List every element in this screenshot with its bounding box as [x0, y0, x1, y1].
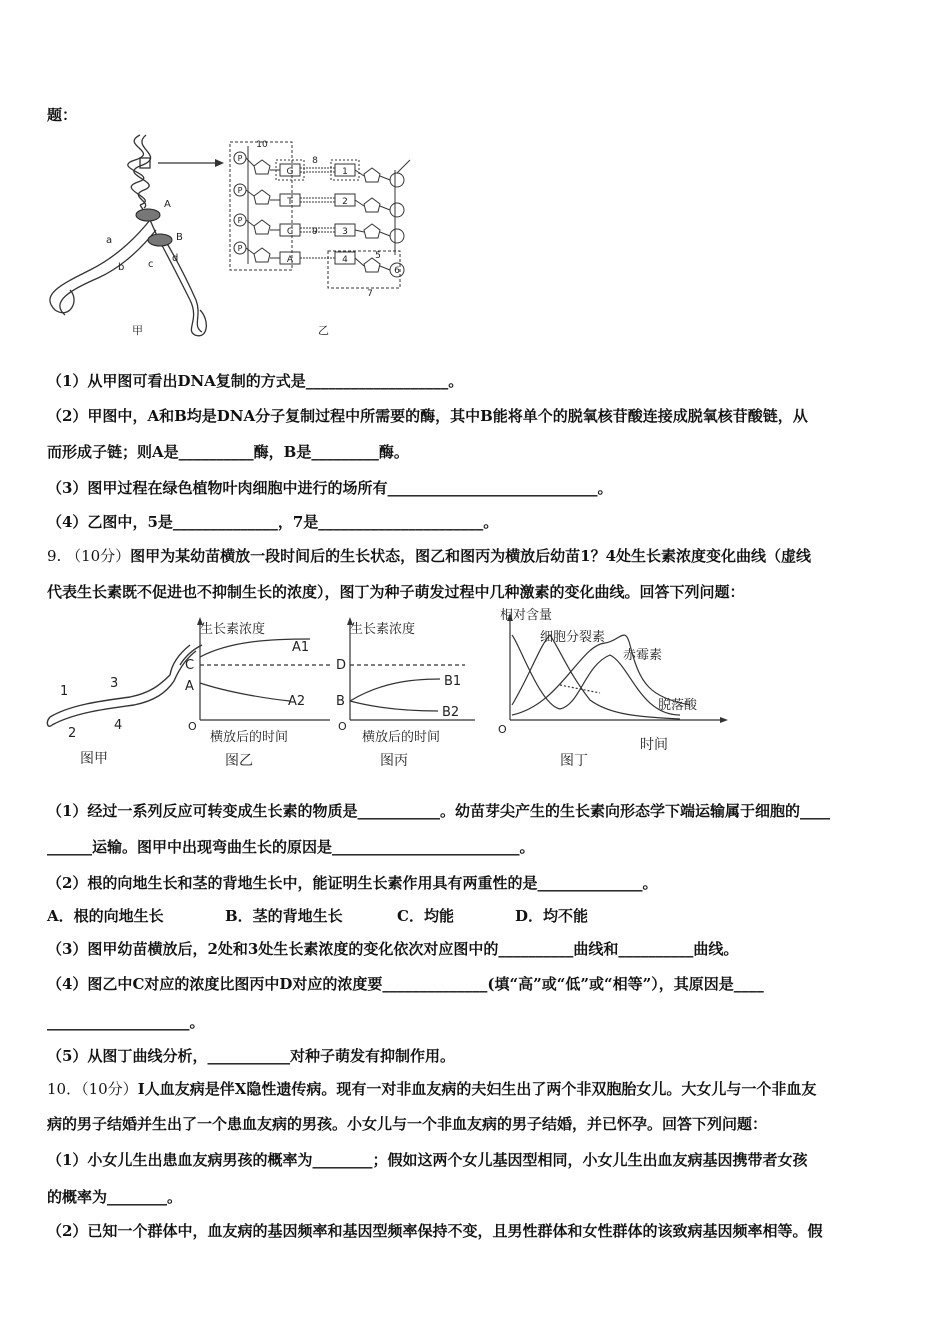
q9-part4a: （4）图乙中C对应的浓度比图丙中D对应的浓度要______________(填“高”或“低”或“相等”），其原因是____	[47, 975, 764, 993]
label-10: 10	[256, 140, 268, 150]
bing-origin: O	[338, 720, 347, 733]
caption-yi: 乙	[318, 324, 329, 337]
base-4: 4	[342, 255, 348, 265]
intro-text: 题：	[47, 106, 78, 124]
label-d: d	[172, 253, 179, 264]
bing-yaxis-label: 生长素浓度	[350, 622, 416, 637]
yi-label-A1: A1	[292, 640, 310, 655]
caption-tu-yi: 图乙	[225, 753, 253, 769]
label-9: 9	[312, 227, 318, 237]
base-G: G	[286, 167, 294, 177]
q10-part1a: （1）小女儿生出患血友病男孩的概率为________；假如这两个女儿基因型相同，小女儿生出血友病基因携带者女孩	[47, 1151, 808, 1169]
label-c: c	[148, 259, 154, 270]
q10-number: 10．（10分）	[47, 1080, 138, 1098]
q9-part3: （3）图甲幼苗横放后，2处和3处生长素浓度的变化依次对应图中的__________曲线和__________曲线。	[47, 940, 739, 958]
caption-tu-jia: 图甲	[80, 751, 108, 767]
q10-stem-text: Ⅰ人血友病是伴X隐性遗传病。现有一对非血友病的夫妇生出了两个非双胞胎女儿。大女儿与一个非血友	[137, 1080, 817, 1098]
bing-xaxis-label: 横放后的时间	[362, 730, 441, 745]
yi-label-A: A	[185, 679, 194, 694]
curve-gibberellin: 赤霉素	[623, 648, 663, 663]
caption-tu-ding: 图丁	[560, 753, 588, 769]
yi-yaxis-label: 生长素浓度	[200, 622, 266, 637]
yi-label-C: C	[185, 658, 195, 673]
base-1: 1	[342, 167, 348, 177]
phosphate-P: P	[237, 154, 243, 163]
base-A: A	[286, 255, 294, 265]
label-a: a	[106, 235, 113, 246]
q10-stem2: 病的男子结婚并生出了一个患血友病的男孩。小女儿与一个非血友病的男子结婚，并已怀孕。回答下列问题：	[47, 1115, 768, 1133]
ding-yaxis-label: 相对含量	[500, 608, 553, 623]
caption-tu-bing: 图丙	[380, 753, 408, 769]
q8-part2b: 而形成子链；则A是__________酶，B是_________酶。	[47, 443, 409, 461]
q10-part1b: 的概率为________。	[47, 1188, 183, 1206]
base-T: T	[287, 197, 293, 207]
option-D: D．均不能	[515, 907, 589, 925]
seedling-num-3: 3	[110, 676, 119, 691]
bing-label-D: D	[336, 658, 347, 673]
yi-origin: O	[188, 720, 197, 733]
phosphate-P: P	[237, 244, 243, 253]
q9-number: 9. （10分）	[47, 547, 131, 565]
bing-label-B: B	[336, 694, 345, 709]
seedling-num-4: 4	[114, 718, 123, 733]
q8-part1: （1）从甲图可看出DNA复制的方式是___________________。	[47, 372, 464, 390]
q9-stem2: 代表生长素既不促进也不抑制生长的浓度），图丁为种子萌发过程中几种激素的变化曲线。回答下列问题：	[47, 583, 745, 601]
q9-part1a: （1）经过一系列反应可转变成生长素的物质是___________。幼苗芽尖产生的生长素向形态学下端运输属于细胞的____	[47, 802, 830, 820]
q9-stem-text: 图甲为某幼苗横放一段时间后的生长状态，图乙和图丙为横放后幼苗1？4处生长素浓度变化曲线（虚线	[130, 547, 812, 565]
yi-xaxis-label: 横放后的时间	[210, 730, 289, 745]
q8-part4: （4）乙图中，5是______________，7是______________________。	[47, 513, 499, 531]
caption-jia: 甲	[132, 324, 143, 337]
seedling-num-2: 2	[68, 726, 77, 741]
q9-stem1	[47, 545, 811, 566]
option-B: B．茎的背地生长	[225, 907, 343, 925]
q10-part2: （2）已知一个群体中，血友病的基因频率和基因型频率保持不变，且男性群体和女性群体的该致病基因频率相等。假	[47, 1222, 823, 1240]
q9-part4b: ___________________。	[47, 1013, 205, 1031]
q9-part5: （5）从图丁曲线分析，___________对种子萌发有抑制作用。	[47, 1047, 455, 1065]
ding-origin: O	[498, 723, 507, 736]
label-7: 7	[367, 289, 373, 299]
label-A: A	[164, 199, 171, 210]
ding-xaxis-label: 时间	[640, 737, 668, 753]
q9-options	[47, 905, 588, 926]
phosphate-P: P	[237, 216, 243, 225]
curve-abscisic-acid: 脱落酸	[658, 698, 698, 713]
q8-part2a: （2）甲图中，A和B均是DNA分子复制过程中所需要的酶，其中B能将单个的脱氧核苷酸连接成脱氧核苷酸链，从	[47, 407, 808, 425]
q10-stem1	[47, 1078, 816, 1099]
label-5: 5	[375, 251, 381, 261]
base-3: 3	[342, 227, 348, 237]
base-C: C	[286, 227, 294, 237]
bing-label-B1: B1	[444, 674, 462, 689]
label-b: b	[118, 262, 125, 273]
bing-label-B2: B2	[442, 705, 460, 720]
option-A: A．根的向地生长	[47, 907, 164, 925]
dna-replication-figure	[40, 130, 420, 342]
yi-label-A2: A2	[288, 694, 306, 709]
phosphate-P: P	[237, 186, 243, 195]
option-C: C．均能	[397, 907, 454, 925]
curve-cytokinin: 细胞分裂素	[540, 630, 606, 645]
seedling-num-1: 1	[60, 684, 69, 699]
label-B: B	[176, 232, 183, 243]
label-6: 6	[394, 266, 400, 276]
label-8: 8	[312, 156, 318, 166]
q9-part2: （2）根的向地生长和茎的背地生长中，能证明生长素作用具有两重性的是______________。	[47, 874, 658, 892]
q8-part3: （3）图甲过程在绿色植物叶肉细胞中进行的场所有____________________________。	[47, 479, 613, 497]
auxin-figure	[40, 605, 740, 777]
base-2: 2	[342, 197, 348, 207]
q9-part1b: ______运输。图甲中出现弯曲生长的原因是_________________________。	[47, 838, 535, 856]
